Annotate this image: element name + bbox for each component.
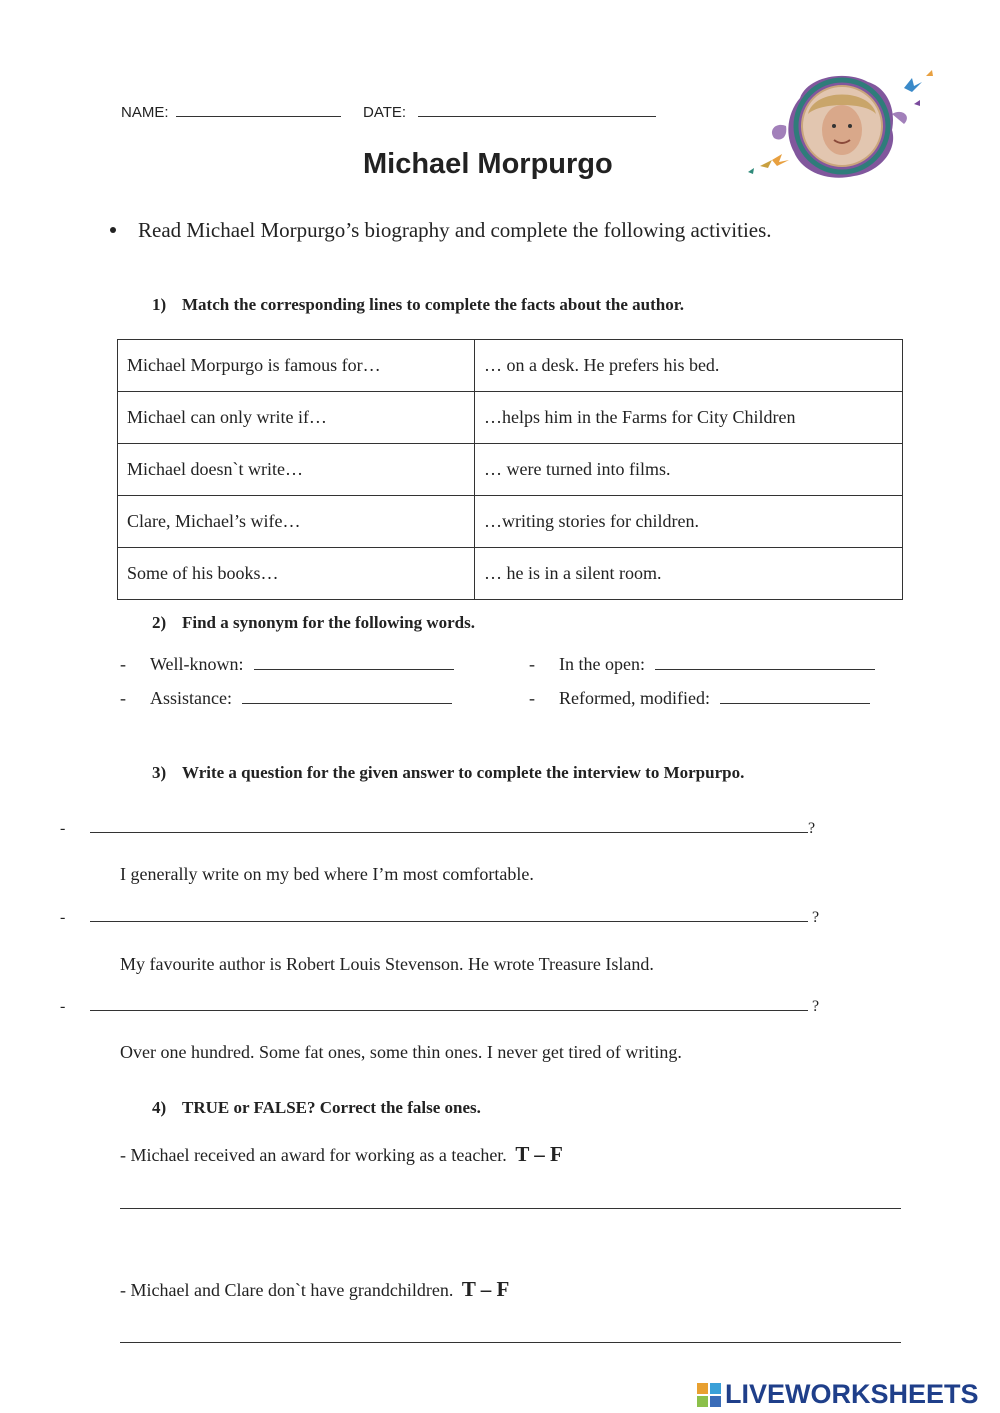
synonym-word: Reformed, modified: [559,688,710,708]
synonym-item: - Well-known: [120,654,454,675]
match-left-cell[interactable]: Michael Morpurgo is famous for… [118,340,475,392]
author-portrait [742,68,942,186]
section4-number: 4) [152,1098,167,1117]
section4-heading-text: TRUE or FALSE? Correct the false ones. [182,1098,481,1117]
name-field[interactable] [176,116,341,117]
header-row [121,104,656,121]
match-left-cell[interactable]: Michael can only write if… [118,392,475,444]
table-row [118,444,903,496]
tf-statement-text: - Michael received an award for working as a teacher. [120,1145,507,1165]
match-left-cell[interactable]: Clare, Michael’s wife… [118,496,475,548]
section2-heading [152,613,475,633]
synonym-answer-field[interactable] [254,669,454,670]
section3-number: 3) [152,763,167,782]
match-right-cell[interactable]: …helps him in the Farms for City Children [475,392,903,444]
table-row [118,392,903,444]
interview-answer: My favourite author is Robert Louis Stevenson. He wrote Treasure Island. [120,954,654,974]
logo-text: LIVEWORKSHEETS [725,1379,979,1409]
synonym-word: In the open: [559,654,645,674]
synonym-item: - Reformed, modified: [529,688,870,709]
table-row [118,548,903,600]
section2-heading-text: Find a synonym for the following words. [182,613,475,632]
page-title: Michael Morpurgo [363,148,613,180]
synonym-word: Well-known: [150,654,244,674]
tf-statement [120,1142,563,1167]
synonym-answer-field[interactable] [720,703,870,704]
date-field[interactable] [418,116,656,117]
match-right-cell[interactable]: … were turned into films. [475,444,903,496]
tf-statement [120,1277,509,1302]
match-right-cell[interactable]: … he is in a silent room. [475,548,903,600]
section1-heading-text: Match the corresponding lines to complete the facts about the author. [182,295,684,314]
synonym-item: - In the open: [529,654,875,675]
correction-line[interactable] [120,1208,901,1209]
liveworksheets-logo [697,1379,979,1407]
question-line: - ? [60,909,820,926]
interview-answer: Over one hundred. Some fat ones, some thin ones. I never get tired of writing. [120,1042,682,1062]
section2-number: 2) [152,613,167,632]
match-right-cell[interactable]: …writing stories for children. [475,496,903,548]
date-label: DATE: [363,104,407,121]
interview-answer: I generally write on my bed where I’m most comfortable. [120,864,534,884]
match-left-cell[interactable]: Some of his books… [118,548,475,600]
synonym-answer-field[interactable] [242,703,452,704]
match-left-cell[interactable]: Michael doesn`t write… [118,444,475,496]
table-row [118,496,903,548]
match-right-cell[interactable]: … on a desk. He prefers his bed. [475,340,903,392]
tf-option[interactable]: T – F [461,1277,510,1301]
question-line: - ? [60,998,820,1015]
instruction-text: Read Michael Morpurgo’s biography and complete the following activities. [138,218,772,242]
tf-statement-text: - Michael and Clare don`t have grandchildren. [120,1280,454,1300]
question-field[interactable] [90,921,808,922]
tf-option[interactable]: T – F [515,1142,563,1166]
section3-heading [152,763,744,783]
section1-heading [152,295,684,315]
correction-line[interactable] [120,1342,901,1343]
table-row [118,340,903,392]
match-table [117,339,903,600]
question-field[interactable] [90,832,808,833]
synonym-item: - Assistance: [120,688,452,709]
synonym-answer-field[interactable] [655,669,875,670]
synonym-word: Assistance: [150,688,232,708]
section4-heading [152,1098,481,1118]
section3-heading-text: Write a question for the given answer to complete the interview to Morpurpo. [182,763,745,782]
section1-number: 1) [152,295,167,314]
bullet-icon [110,227,116,233]
name-label: NAME: [121,104,169,121]
logo-grid-icon [697,1383,721,1407]
question-field[interactable] [90,1010,808,1011]
instruction [110,218,772,243]
question-line: - ? [60,820,816,837]
